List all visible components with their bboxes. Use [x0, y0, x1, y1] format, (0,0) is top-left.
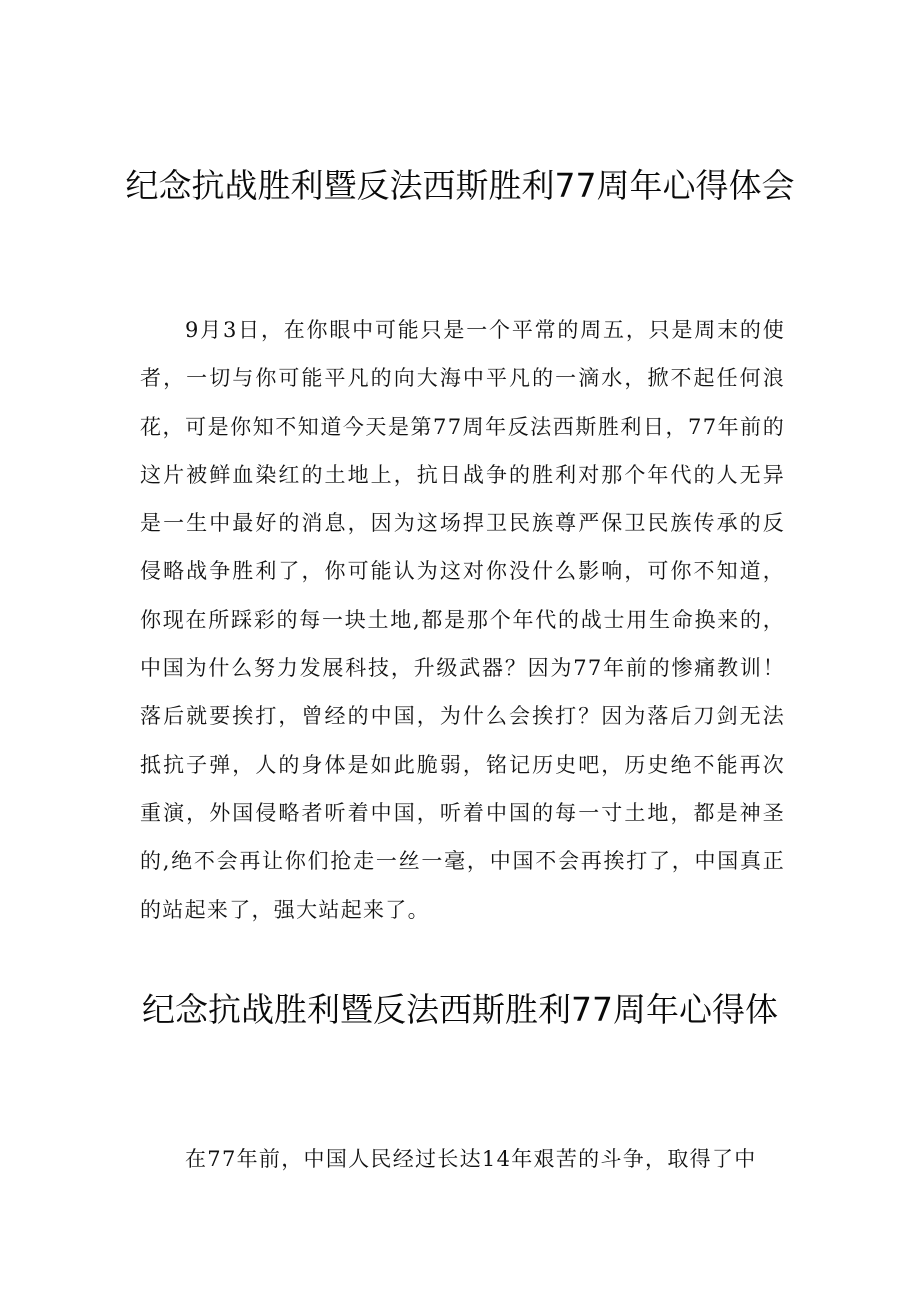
article-title: 纪念抗战胜利暨反法西斯胜利77周年心得体会 — [125, 166, 795, 205]
article-paragraph: 9月3日，在你眼中可能只是一个平常的周五，只是周末的使者，一切与你可能平凡的向大海中平凡的一滴水，掀不起任何浪花，可是你知不知道今天是第77周年反法西斯胜利日，77年前的这片被鲜血染红的土地上，抗日战争的胜利对那个年代的人无异是一生中最好的消息，因为这场捍卫民族尊严保卫民族传承的反侵略战争胜利了，你可能认为这对你没什么影响，可你不知道，你现在所踩彩的每一块土地,都是那个年代的战士用生命换来的，中国为什么努力发展科技，升级武器？因为77年前的惨痛教训！落后就要挨打，曾经的中国，为什么会挨打？因为落后刀剑无法抵抗子弹，人的身体是如此脆弱，铭记历史吧，历史绝不能再次重演，外国侵略者听着中国，听着中国的每一寸土地，都是神圣的,绝不会再让你们抢走一丝一毫，中国不会再挨打了，中国真正的站起来了，强大站起来了。 — [140, 318, 785, 922]
second-article-title: 纪念抗战胜利暨反法西斯胜利77周年心得体 — [142, 990, 778, 1029]
second-article-paragraph: 在77年前，中国人民经过长达14年艰苦的斗争，取得了中 — [185, 1147, 757, 1171]
